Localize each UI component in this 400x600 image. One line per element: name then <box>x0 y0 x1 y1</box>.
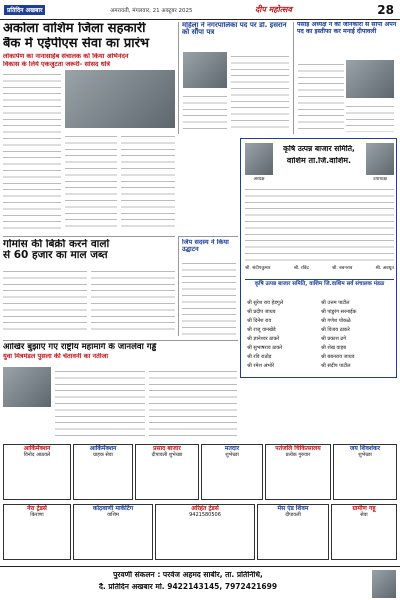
top-story-sub-1: लोकार्पण का नानासाहेब संचालक को किया अभिनंदन <box>3 53 129 61</box>
cow-story-body-2 <box>91 267 175 335</box>
bottom-story <box>3 340 238 440</box>
ad-body: ग्राहक सेवा <box>93 452 113 458</box>
top-story-sub-2: विकास के लिये एकजुटता जरूरी- सांसद धोत्रे <box>3 61 110 68</box>
footer-line-2: दै. प्रतिदिन अखबार मो. 9422143145, 7972421699 <box>98 583 278 591</box>
right-story-body <box>298 60 344 132</box>
right-story <box>293 22 397 134</box>
ad-11 <box>331 504 397 560</box>
mid-story-2-body <box>182 259 236 335</box>
ad-2 <box>73 444 133 500</box>
cow-story-headline-1: गोमांस की बिक्री करने वालों <box>3 239 110 250</box>
ad-body: प्रत्येक गुरुवार <box>285 452 311 458</box>
cow-story-body <box>3 267 87 335</box>
market-photo-left <box>245 143 273 175</box>
market-list-title: कृषि उत्पन्न बाजार समिति, वाशिम जि.वाशिम सर्व संचालक मंडळ <box>245 279 394 288</box>
member: श्री पांडुरंग सरनाईक <box>321 309 357 315</box>
masthead <box>0 0 400 20</box>
ad-6 <box>333 444 397 500</box>
ad-title: मेस एंड शिवम <box>277 505 309 512</box>
member: श्री दिनेश राव <box>247 318 272 324</box>
ad-title: पतंजलि चिकित्सालय <box>275 445 321 452</box>
ad-title: जय शिवशंकर <box>349 445 381 452</box>
top-story-headline-1: अकोला वाशिम जिला सहकारी <box>3 22 146 36</box>
member: श्री रमेश अंभोरे <box>247 363 275 369</box>
ad-title: ग्रामीण गहू <box>352 505 376 512</box>
member: श्री शेख वाहब <box>321 345 347 351</box>
member: श्री रवि राठोड <box>247 354 272 360</box>
member: श्री संदीप पाटील <box>321 363 351 369</box>
mid-story-body <box>231 52 289 132</box>
market-members-right <box>321 299 393 371</box>
top-story-body-col-2 <box>65 132 117 230</box>
bottom-story-sub: युवा मित्रमंडल पुसला की चेतावनी का नतीजा <box>3 352 109 360</box>
market-photo-right-caption: उपाध्यक्ष <box>373 177 387 182</box>
member: श्री गणेश पोकळे <box>321 318 351 324</box>
ad-title: आर्किमेंक्शन <box>23 445 51 452</box>
member: श्री राजू वानखेडे <box>247 327 276 333</box>
market-intro-text <box>245 185 394 261</box>
footer-photo <box>372 570 396 598</box>
masthead-festival: दीप महोत्सव <box>255 5 292 14</box>
top-story-body-col-3 <box>121 132 175 230</box>
ad-title: आर्किमेंक्शन <box>89 445 117 452</box>
member: श्री प्रकाश ढगे <box>321 336 347 342</box>
ad-body: शुभेच्छा <box>358 452 372 458</box>
ad-8 <box>73 504 153 560</box>
mid-story-body-2 <box>183 92 227 132</box>
member: श्री सुभाषराव ठाकरे <box>247 345 283 351</box>
ad-body: विनोद आठवले <box>23 452 51 458</box>
market-photo-left-caption: अध्यक्ष <box>253 177 265 182</box>
market-title-2: वाशिम ता.जि.वाशिम. <box>286 157 352 165</box>
ad-body: वाशिम <box>107 512 119 518</box>
ad-4 <box>201 444 263 500</box>
ad-title: अरिहंत ट्रेडर्स <box>191 505 219 512</box>
market-signatures <box>245 265 394 275</box>
footer-line-1: पुरवणी संकलन : परवेज अहमद साबीर, ता. प्रतिनिधि, <box>113 571 263 579</box>
top-story-photo <box>65 70 175 128</box>
ads-grid <box>3 444 397 562</box>
ad-title: कोठ़वाणी मार्केटिंग <box>92 505 134 512</box>
member: श्री सुरेश राव हेडगुले <box>247 300 284 306</box>
top-story <box>3 22 175 232</box>
market-photo-right <box>366 143 394 175</box>
top-story-body-col-1 <box>3 70 61 230</box>
ad-body: दीपावली शुभेच्छा <box>151 452 183 458</box>
right-story-headline: पैंसाई अध्यक्ष ने की जानकारी से सौंपा अपने पद का इस्तीफा कर मनाई दीपावली <box>297 22 397 35</box>
member: श्री प्रदीप जाधव <box>247 309 276 315</box>
bottom-story-body-2 <box>149 367 237 439</box>
ad-9 <box>155 504 255 560</box>
ad-body: शुभेच्छा <box>225 452 239 458</box>
bottom-story-headline: आखिर बुझाए गए राष्ट्रीय महामार्ग के जानलेवा गड्ढे <box>3 343 157 352</box>
mid-story-photo <box>183 52 227 88</box>
footer <box>0 566 400 600</box>
member: श्री ज्ञानेश्वर ठाकरे <box>247 336 280 342</box>
top-story-headline-2: बैंक में एईपीएस सेवा का प्रारंभ <box>3 36 150 51</box>
bottom-story-photo <box>3 367 51 407</box>
mid-story <box>178 22 290 134</box>
market-signature-4: श्री. अवधूत <box>375 266 394 271</box>
ad-body: किराणा <box>30 512 44 518</box>
ad-body: 9421580506 <box>189 512 221 518</box>
mid-story-headline: महिला ने नगरपालिका पद पर डॉ. इसरान को सौंपा पत्र <box>182 22 287 37</box>
ad-3 <box>135 444 199 500</box>
masthead-logo: प्रतिदिन अखबार <box>4 5 45 15</box>
ad-body: सेवा <box>360 512 368 518</box>
market-title-1: कृषि उत्पन्न बाजार समिति, <box>283 145 355 153</box>
ad-title: प्रसाद बाजार <box>153 445 181 452</box>
ad-1 <box>3 444 71 500</box>
right-story-body-2 <box>346 102 394 132</box>
right-story-photo <box>346 60 394 98</box>
mid-story-2-headline: जिप सदस्य ने किया उद्घाटन <box>182 239 229 253</box>
market-signature-1: श्री. संदीपकुमार <box>245 266 271 271</box>
ad-body: दीपावली <box>285 512 301 518</box>
member: श्री बबनराव जाधव <box>321 354 355 360</box>
cow-story <box>3 236 175 336</box>
member: श्री विजय ठाकरे <box>321 327 350 333</box>
market-members-left <box>247 299 319 371</box>
ad-7 <box>3 504 71 560</box>
bottom-story-body <box>55 367 145 439</box>
cow-story-headline-2: से 60 हजार का माल जब्त <box>3 250 108 262</box>
ad-5 <box>265 444 331 500</box>
page-number: 28 <box>377 3 394 17</box>
market-signature-3: श्री. बबनराव <box>331 266 353 271</box>
ad-title: मतदार <box>224 445 240 452</box>
ad-10 <box>257 504 329 560</box>
market-box <box>240 138 397 378</box>
mid-story-2 <box>178 236 238 336</box>
masthead-date: अमरावती, मंगलवार, 21 अक्टूबर 2025 <box>110 8 193 14</box>
market-signature-2: श्री. रविंद्र <box>293 266 309 271</box>
member: श्री उत्तम पाटील <box>321 300 350 306</box>
ad-title: नेरा ट्रेडर्स <box>27 505 47 512</box>
